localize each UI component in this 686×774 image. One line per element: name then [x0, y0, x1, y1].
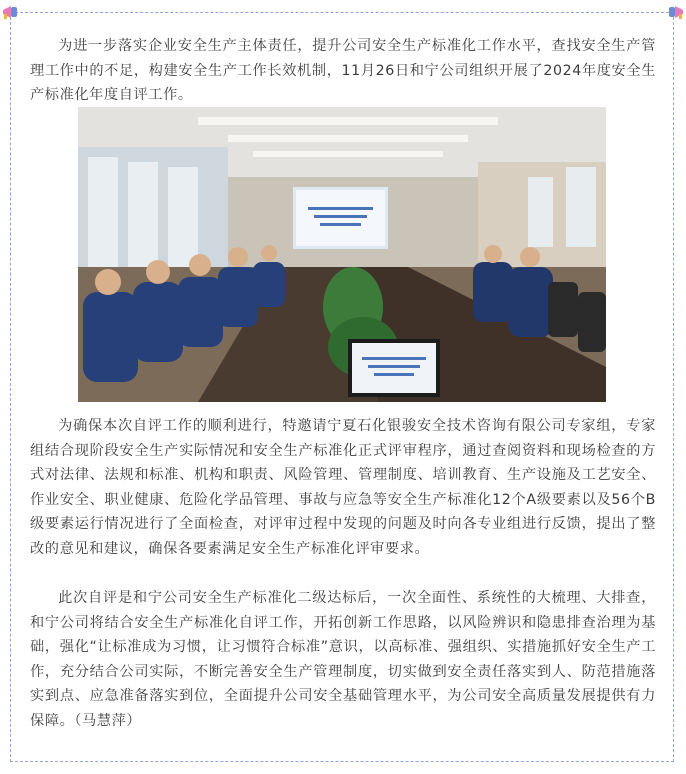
- paragraph-conclusion: [30, 586, 656, 733]
- paragraph-intro: [30, 34, 656, 108]
- megaphone-icon: [664, 2, 686, 24]
- paragraph-text: 为进一步落实企业安全生产主体责任，提升公司安全生产标准化工作水平，查找安全生产管理工作中的不足，构建安全生产工作长效机制，11月26日和宁公司组织开展了2024年度安全生产标准化年度自评工作。: [30, 38, 656, 103]
- paragraph-body: [30, 414, 656, 561]
- meeting-photo: [78, 107, 606, 402]
- paragraph-text: 为确保本次自评工作的顺利进行，特邀请宁夏石化银骏安全技术咨询有限公司专家组，专家组结合现阶段安全生产实际情况和安全生产标准化正式评审程序，通过查阅资料和现场检查的方式对法律、法规和标准、机构和职责、风险管理、管理制度、培训教育、生产设施及工艺安全、作业安全、职业健康、危险化学品管理、事故与应急等安全生产标准化12个A级要素以及56个B级要素运行情况进行了全面检查，对评审过程中发现的问题及时向各专业组进行反馈，提出了整改的意见和建议，确保各要素满足安全生产标准化评审要求。: [30, 418, 656, 557]
- paragraph-text: 此次自评是和宁公司安全生产标准化二级达标后，一次全面性、系统性的大梳理、大排查，和宁公司将结合安全生产标准化自评工作，开拓创新工作思路，以风险辨识和隐患排查治理为基础，强化“让标准成为习惯，让习惯符合标准”意识，以高标准、强组织、实措施抓好安全生产工作，充分结合公司实际，不断完善安全生产管理制度，切实做到安全责任落实到人、防范措施落实到点、应急准备落实到位，全面提升公司安全基础管理水平，为公司安全高质量发展提供有力保障。（马慧萍）: [30, 590, 656, 729]
- megaphone-icon: [0, 2, 22, 24]
